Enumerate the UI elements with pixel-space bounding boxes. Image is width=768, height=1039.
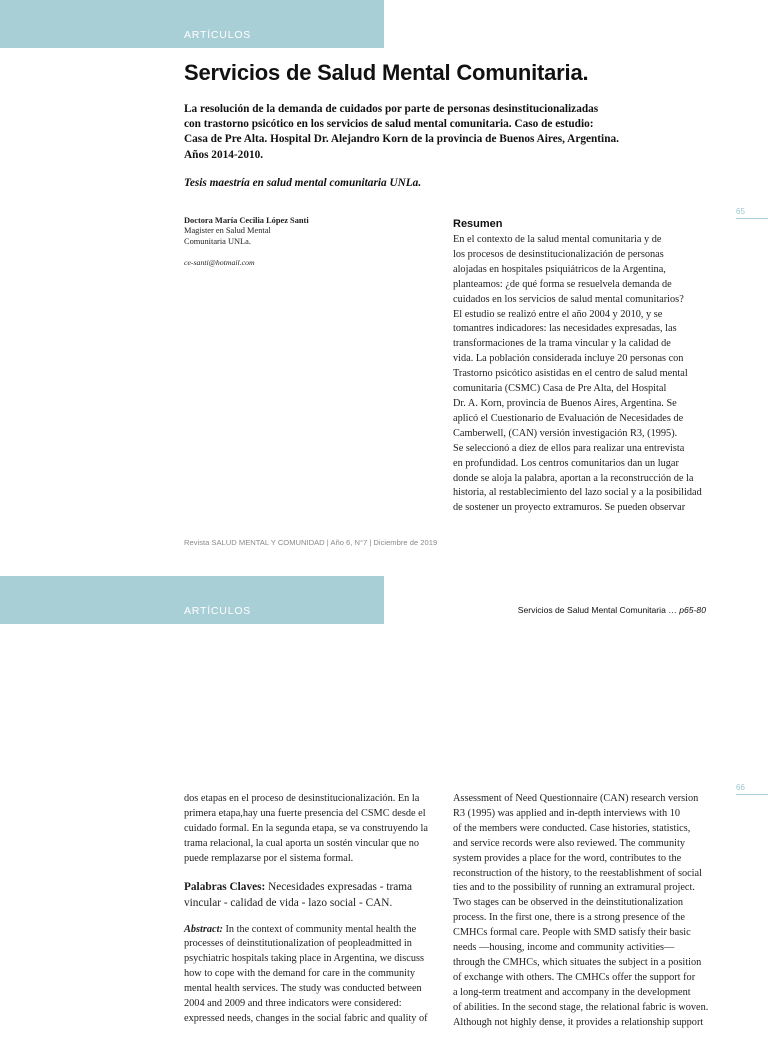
abstract-label: Abstract:: [184, 923, 223, 935]
text-line: process. In the first one, there is a strong presence of the: [453, 912, 685, 924]
text-line: vida. La población considerada incluye 20 personas con: [453, 353, 684, 365]
text-line: donde se aloja la palabra, aportan a la reconstrucción de la: [453, 472, 694, 484]
article-subtitle: [184, 102, 654, 163]
running-pages: p65-80: [679, 605, 706, 615]
text-line: comunitaria (CSMC) Casa de Pre Alta, del Hospital: [453, 383, 667, 395]
author-credential: Magister en Salud Mental: [184, 226, 271, 235]
text-line: historia, al restablecimiento del lazo social y a la posibilidad: [453, 487, 702, 499]
text-line: of exchange with others. The CMHCs offer the support for: [453, 971, 696, 983]
text-line: expressed needs, changes in the social fabric and quality of: [184, 1012, 428, 1024]
text-line: Assessment of Need Questionnaire (CAN) research version: [453, 793, 699, 804]
text-line: R3 (1995) was applied and in-depth interviews with 10: [453, 807, 681, 819]
author-email[interactable]: ce-santi@hotmail.com: [184, 258, 255, 267]
page-number: 66: [736, 783, 768, 795]
keywords-text: vincular - calidad de vida - lazo social - CAN.: [184, 896, 393, 909]
text-line: 2004 and 2009 and three indicators were considered:: [184, 998, 402, 1010]
text-line: psychiatric hospitals taking place in Argentina, we discuss: [184, 953, 425, 965]
text-line: mental health services. The study was conducted between: [184, 983, 422, 995]
keywords: [184, 879, 444, 911]
text-line: processes of deinstitutionalization of peopleadmitted in: [184, 938, 412, 950]
abstract: [184, 923, 444, 1027]
text-line: Se seleccionó a diez de ellos para realizar una entrevista: [453, 442, 685, 454]
subtitle-line: La resolución de la demanda de cuidados por parte de personas desinstitucionalizadas: [184, 103, 599, 115]
running-header: [518, 605, 706, 615]
text-line: Dr. A. Korn, provincia de Buenos Aires, Argentina. Se: [453, 397, 677, 409]
text-line: through the CMHCs, which situates the subject in a position: [453, 956, 702, 968]
text-line: Camberwell, (CAN) versión investigación R3, (1995).: [453, 427, 678, 439]
text-line: El estudio se realizó entre el año 2004 y 2010, y se: [453, 308, 663, 320]
subtitle-line: con trastorno psicótico en los servicios de salud mental comunitaria. Caso de estudio:: [184, 118, 594, 131]
text-line: ties and to the possibility of running an extramural project.: [453, 882, 695, 894]
resumen-heading: Resumen: [453, 218, 503, 230]
journal-footer: Revista SALUD MENTAL Y COMUNIDAD | Año 6, N°7 | Diciembre de 2019: [184, 538, 438, 547]
text-line: cuidados en los servicios de salud mental comunitarios?: [453, 293, 684, 305]
keywords-label: Palabras Claves:: [184, 880, 266, 893]
thesis-note: Tesis maestría en salud mental comunitaria UNLa.: [184, 177, 422, 189]
text-line: puede remplazarse por el sistema formal.: [184, 852, 354, 864]
text-line: a long-term treatment and accompany in the development: [453, 986, 691, 998]
author-block: [184, 215, 384, 267]
keywords-text: Necesidades expresadas - trama: [265, 880, 413, 893]
text-line: planteamos: ¿de qué forma se resuelvela demanda de: [453, 278, 672, 290]
text-line: transformaciones de la trama vincular y la calidad de: [453, 338, 671, 350]
text-line: aplicó el Cuestionario de Evaluación de Necesidades de: [453, 412, 684, 424]
text-line: of the members were conducted. Case histories, statistics,: [453, 822, 691, 834]
text-line: CMHCs formal care. People with SMD satisfy their basic: [453, 927, 691, 939]
text-line: primera etapa,hay una fuerte presencia del CSMC desde el: [184, 807, 426, 819]
text-line: needs —housing, income and community activities—: [453, 942, 675, 954]
text-line: En el contexto de la salud mental comunitaria y de: [453, 234, 662, 245]
text-line: trama relacional, la cual aporta un sostén vincular que no: [184, 837, 420, 849]
section-label: ARTÍCULOS: [184, 605, 252, 617]
page-number: 65: [736, 207, 768, 219]
text-line: dos etapas en el proceso de desinstitucionalización. En la: [184, 793, 420, 804]
left-column: [184, 792, 444, 1039]
text-line: Trastorno psicótico asistidas en el centro de salud mental: [453, 368, 688, 380]
article-title: Servicios de Salud Mental Comunitaria.: [184, 60, 589, 85]
text-line: tomantres indicadores: las necesidades expresadas, las: [453, 323, 677, 335]
text-line: Two stages can be observed in the deinstitutionalization: [453, 897, 684, 909]
running-title: Servicios de Salud Mental Comunitaria …: [517, 605, 677, 615]
text-line: system provides a place for the word, contributes to the: [453, 852, 682, 864]
text-line: and service records were also reviewed. The community: [453, 837, 685, 849]
paragraph: [184, 792, 444, 867]
text-line: In the context of community mental health the: [222, 923, 417, 935]
text-line: de sostener un proyecto extramuros. Se pueden observar: [453, 502, 686, 514]
text-line: los procesos de desinstitucionalización de personas: [453, 248, 664, 260]
text-line: of abilities. In the second stage, the relational fabric is woven.: [453, 1001, 709, 1013]
text-line: en profundidad. Los centros comunitarios dan un lugar: [453, 457, 679, 469]
subtitle-line: Casa de Pre Alta. Hospital Dr. Alejandro Korn de la provincia de Buenos Aires, Argentina.: [184, 133, 619, 146]
text-line: reconstruction of the history, to the reestablishment of social: [453, 867, 702, 879]
author-name: Doctora María Cecilia López Santi: [184, 216, 309, 225]
author-credential: Comunitaria UNLa.: [184, 236, 251, 246]
text-line: alojadas en hospitales psiquiátricos de la Argentina,: [453, 263, 666, 275]
text-line: how to cope with the demand for care in the community: [184, 968, 416, 980]
section-label: ARTÍCULOS: [184, 29, 252, 41]
text-line: Although not highly dense, it provides a relationship support: [453, 1016, 704, 1028]
resumen-body: [453, 233, 707, 516]
right-column: [453, 792, 707, 1031]
text-line: cuidado formal. En la segunda etapa, se va construyendo la: [184, 822, 428, 834]
subtitle-line: Años 2014-2010.: [184, 148, 264, 161]
